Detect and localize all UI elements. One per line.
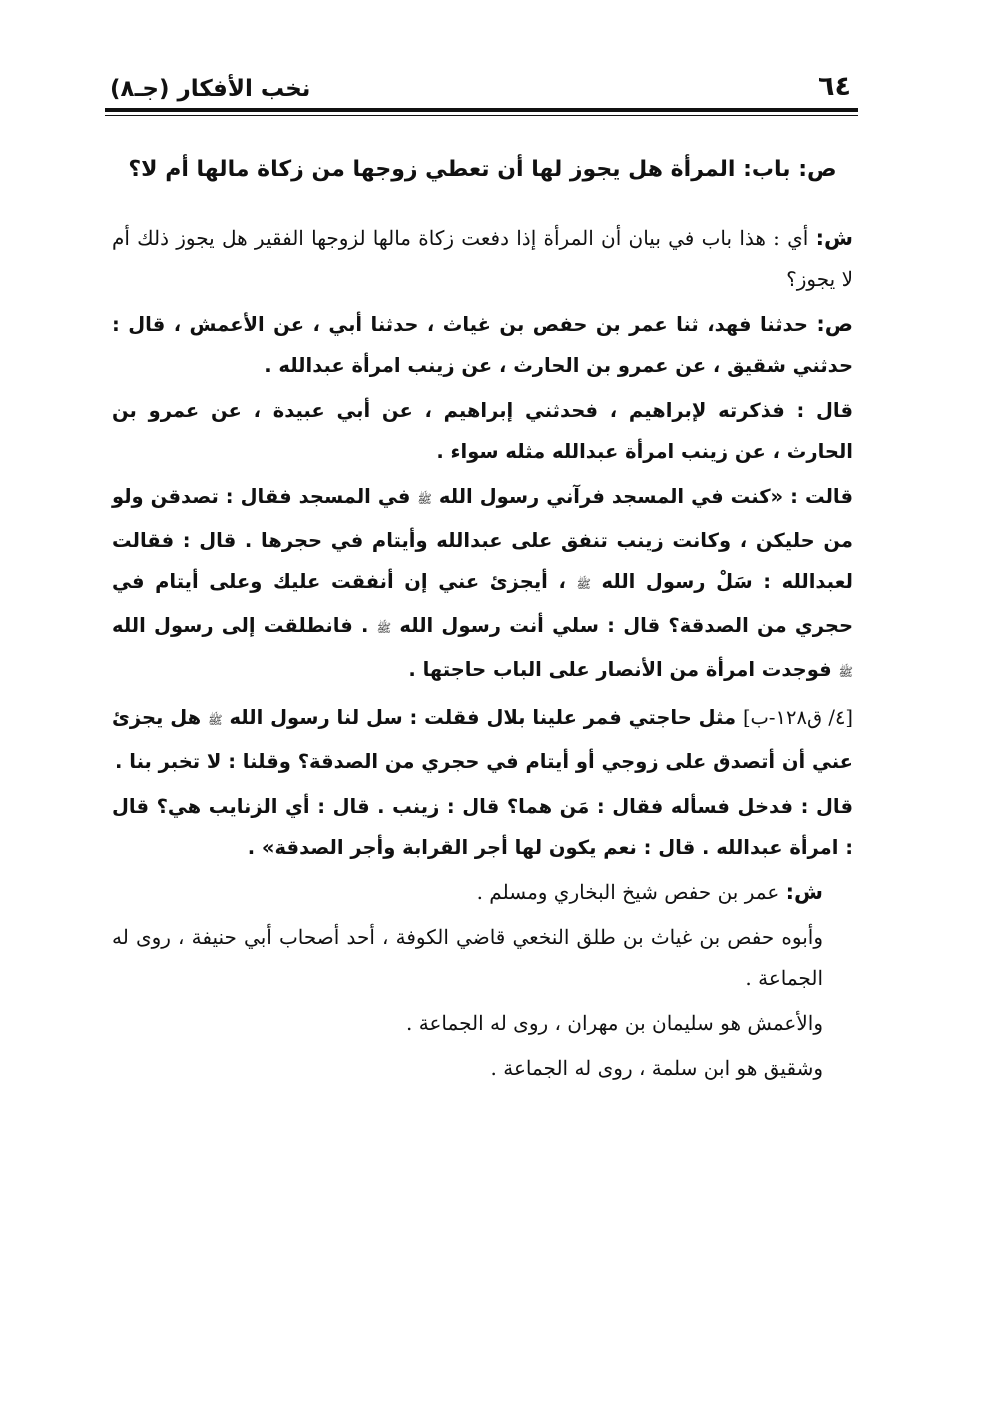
paragraph-6: قال : فدخل فسأله فقال : مَن هما؟ قال : زينب . قال : أي الزنايب هي؟ قال : امرأة عبدالله . قال : نعم يكون لها أجر القرابة وأجر الصدقة» . (112, 795, 853, 859)
paragraph-1 (112, 218, 853, 300)
honorific-glyph: ﷺ (417, 492, 432, 506)
chapter-heading: ص: باب: المرأة هل يجوز لها أن تعطي زوجها من زكاة مالها أم لا؟ (128, 157, 837, 182)
paragraph-4-part-c: ، أيجزئ عني إن أنفقت عليك وعلى أيتام في حجري من الصدقة؟ قال : سلي أنت رسول الله (112, 570, 853, 637)
paragraph-5-part-a: مثل حاجتي فمر علينا بلال فقلت : سل لنا رسول الله (229, 706, 737, 729)
paragraph-10: وشقيق هو ابن سلمة ، روى له الجماعة . (490, 1056, 823, 1080)
honorific-glyph: ﷺ (208, 713, 223, 727)
paragraph-4-part-a: قالت : «كنت في المسجد فرآني رسول الله (438, 485, 854, 508)
honorific-glyph: ﷺ (576, 577, 591, 591)
paragraph-7 (112, 872, 853, 913)
page-header (110, 62, 851, 102)
honorific-glyph: ﷺ (838, 665, 853, 679)
paragraph-2-text: حدثنا فهد، ثنا عمر بن حفص بن غياث ، حدثنا أبي ، عن الأعمش ، قال : حدثني شقيق ، عن عمرو بن الحارث ، عن زينب امرأة عبدالله . (112, 313, 853, 377)
paragraph-5-part-b: هل يجزئ عني أن أتصدق على زوجي أو أيتام في حجري من الصدقة؟ وقلنا : لا تخبر بنا . (112, 706, 853, 773)
page-body (112, 150, 853, 1093)
paragraph-1-text: أي : هذا باب في بيان أن المرأة إذا دفعت زكاة مالها لزوجها الفقير هل يجوز ذلك أم لا يجوز؟ (112, 226, 853, 291)
paragraph-4 (112, 476, 853, 693)
paragraph-7-text: عمر بن حفص شيخ البخاري ومسلم . (476, 880, 780, 904)
header-rule-thick (105, 108, 858, 112)
page-number: ٦٤ (818, 71, 851, 102)
paragraph-3: قال : فذكرته لإبراهيم ، فحدثني إبراهيم ، عن أبي عبيدة ، عن عمرو بن الحارث ، عن زينب امرأة عبدالله مثله سواء . (112, 399, 853, 463)
sharh-marker: ش: (815, 226, 854, 250)
paragraph-8: وأبوه حفص بن غياث بن طلق النخعي قاضي الكوفة ، أحد أصحاب أبي حنيفة ، روى له الجماعة . (112, 925, 823, 990)
header-rule-thin (105, 115, 858, 116)
paragraph-9: والأعمش هو سليمان بن مهران ، روى له الجماعة . (406, 1011, 823, 1035)
paragraph-4-part-b: في المسجد فقال : تصدقن ولو من حليكن ، وكانت زينب تنفق على عبدالله وأيتام في حجرها . قال : فقالت لعبدالله : سَلْ رسول الله (112, 485, 853, 593)
honorific-glyph: ﷺ (376, 621, 392, 635)
paragraph-2 (112, 304, 853, 386)
manuscript-reference: [٤/ ق١٢٨-ب] (742, 706, 854, 729)
book-title: نخب الأفكار (جـ٨) (110, 76, 311, 102)
paragraph-4-part-e: فوجدت امرأة من الأنصار على الباب حاجتها . (408, 658, 832, 681)
sharh-marker: ش: (785, 880, 823, 904)
paragraph-4-part-d: . فانطلقت إلى رسول الله (112, 614, 369, 637)
paragraph-5 (112, 697, 853, 782)
matn-marker: ص: (816, 312, 853, 336)
